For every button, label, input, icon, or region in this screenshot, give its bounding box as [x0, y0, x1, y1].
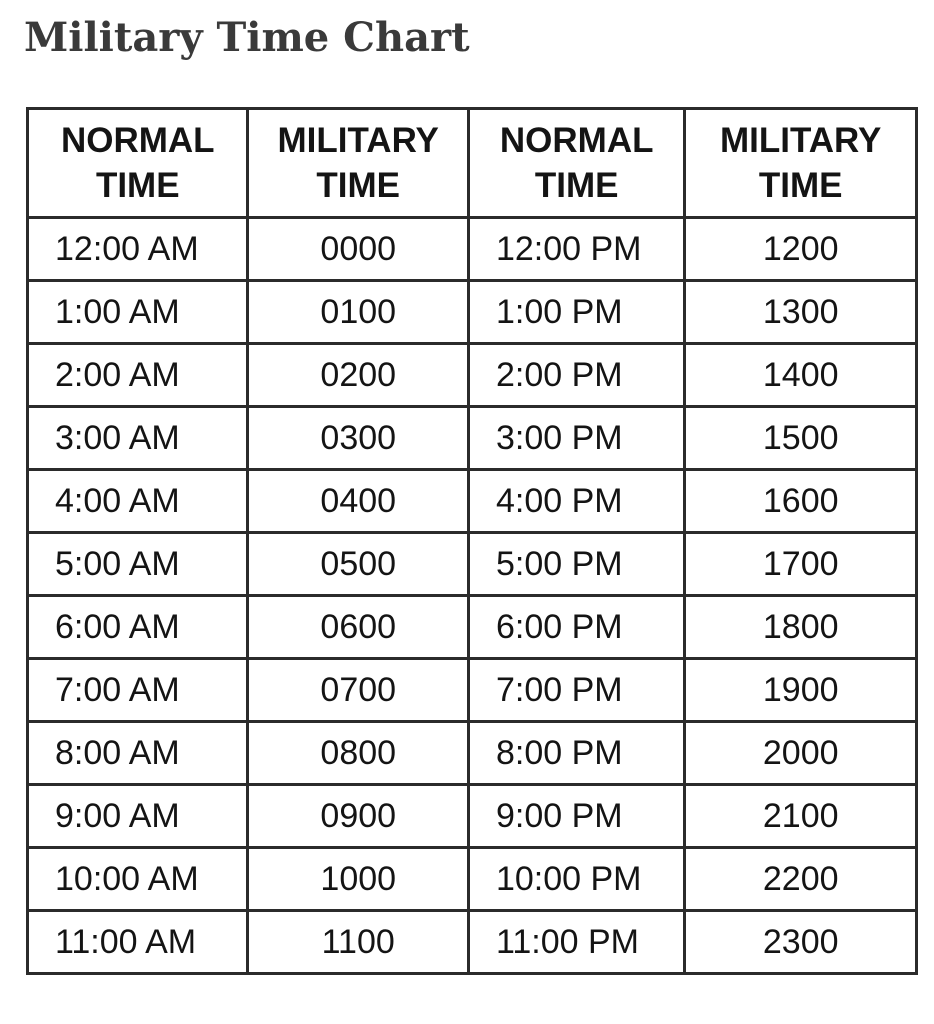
military-time-table	[26, 107, 918, 975]
header-line: TIME	[758, 166, 843, 205]
table-row	[28, 533, 917, 596]
page-title: Military Time Chart	[24, 14, 470, 61]
normal-time-cell: 11:00 AM	[28, 911, 248, 974]
normal-time-cell: 5:00 AM	[28, 533, 248, 596]
normal-time-cell: 5:00 PM	[468, 533, 684, 596]
military-time-cell: 0200	[248, 344, 468, 407]
header-normal-time-pm	[468, 109, 684, 218]
table-row	[28, 911, 917, 974]
military-time-cell: 1100	[248, 911, 468, 974]
military-time-cell: 2000	[685, 722, 917, 785]
military-time-cell: 2200	[685, 848, 917, 911]
normal-time-cell: 10:00 AM	[28, 848, 248, 911]
military-time-cell: 0000	[248, 218, 468, 281]
military-time-cell: 1200	[685, 218, 917, 281]
table-row	[28, 596, 917, 659]
military-time-cell: 0100	[248, 281, 468, 344]
table-row	[28, 344, 917, 407]
normal-time-cell: 4:00 PM	[468, 470, 684, 533]
normal-time-cell: 1:00 AM	[28, 281, 248, 344]
table-row	[28, 722, 917, 785]
normal-time-cell: 6:00 AM	[28, 596, 248, 659]
header-military-time-pm	[685, 109, 917, 218]
normal-time-cell: 7:00 AM	[28, 659, 248, 722]
header-line: TIME	[316, 166, 401, 205]
table-row	[28, 218, 917, 281]
normal-time-cell: 3:00 PM	[468, 407, 684, 470]
header-row	[28, 109, 917, 218]
header-line: TIME	[534, 166, 619, 205]
military-time-cell: 1800	[685, 596, 917, 659]
normal-time-cell: 7:00 PM	[468, 659, 684, 722]
table-row	[28, 407, 917, 470]
header-military-time-am	[248, 109, 468, 218]
military-time-cell: 2100	[685, 785, 917, 848]
military-time-cell: 0800	[248, 722, 468, 785]
normal-time-cell: 8:00 PM	[468, 722, 684, 785]
header-line: NORMAL	[499, 121, 654, 160]
normal-time-cell: 2:00 PM	[468, 344, 684, 407]
normal-time-cell: 12:00 AM	[28, 218, 248, 281]
table-row	[28, 470, 917, 533]
header-line: MILITARY	[277, 121, 439, 160]
table-row	[28, 848, 917, 911]
military-time-cell: 0300	[248, 407, 468, 470]
military-time-cell: 1500	[685, 407, 917, 470]
normal-time-cell: 12:00 PM	[468, 218, 684, 281]
normal-time-cell: 10:00 PM	[468, 848, 684, 911]
normal-time-cell: 11:00 PM	[468, 911, 684, 974]
military-time-cell: 0900	[248, 785, 468, 848]
header-line: TIME	[95, 166, 180, 205]
table-row	[28, 785, 917, 848]
normal-time-cell: 1:00 PM	[468, 281, 684, 344]
normal-time-cell: 6:00 PM	[468, 596, 684, 659]
military-time-cell: 1300	[685, 281, 917, 344]
military-time-cell: 1900	[685, 659, 917, 722]
normal-time-cell: 4:00 AM	[28, 470, 248, 533]
table-row	[28, 281, 917, 344]
military-time-cell: 0700	[248, 659, 468, 722]
normal-time-cell: 2:00 AM	[28, 344, 248, 407]
military-time-cell: 0400	[248, 470, 468, 533]
military-time-cell: 0600	[248, 596, 468, 659]
military-time-cell: 1000	[248, 848, 468, 911]
military-time-cell: 2300	[685, 911, 917, 974]
header-line: MILITARY	[720, 121, 882, 160]
header-line: NORMAL	[60, 121, 215, 160]
normal-time-cell: 9:00 AM	[28, 785, 248, 848]
military-time-cell: 1600	[685, 470, 917, 533]
normal-time-cell: 9:00 PM	[468, 785, 684, 848]
military-time-cell: 1700	[685, 533, 917, 596]
military-time-cell: 0500	[248, 533, 468, 596]
normal-time-cell: 8:00 AM	[28, 722, 248, 785]
header-normal-time-am	[28, 109, 248, 218]
military-time-cell: 1400	[685, 344, 917, 407]
normal-time-cell: 3:00 AM	[28, 407, 248, 470]
table-row	[28, 659, 917, 722]
